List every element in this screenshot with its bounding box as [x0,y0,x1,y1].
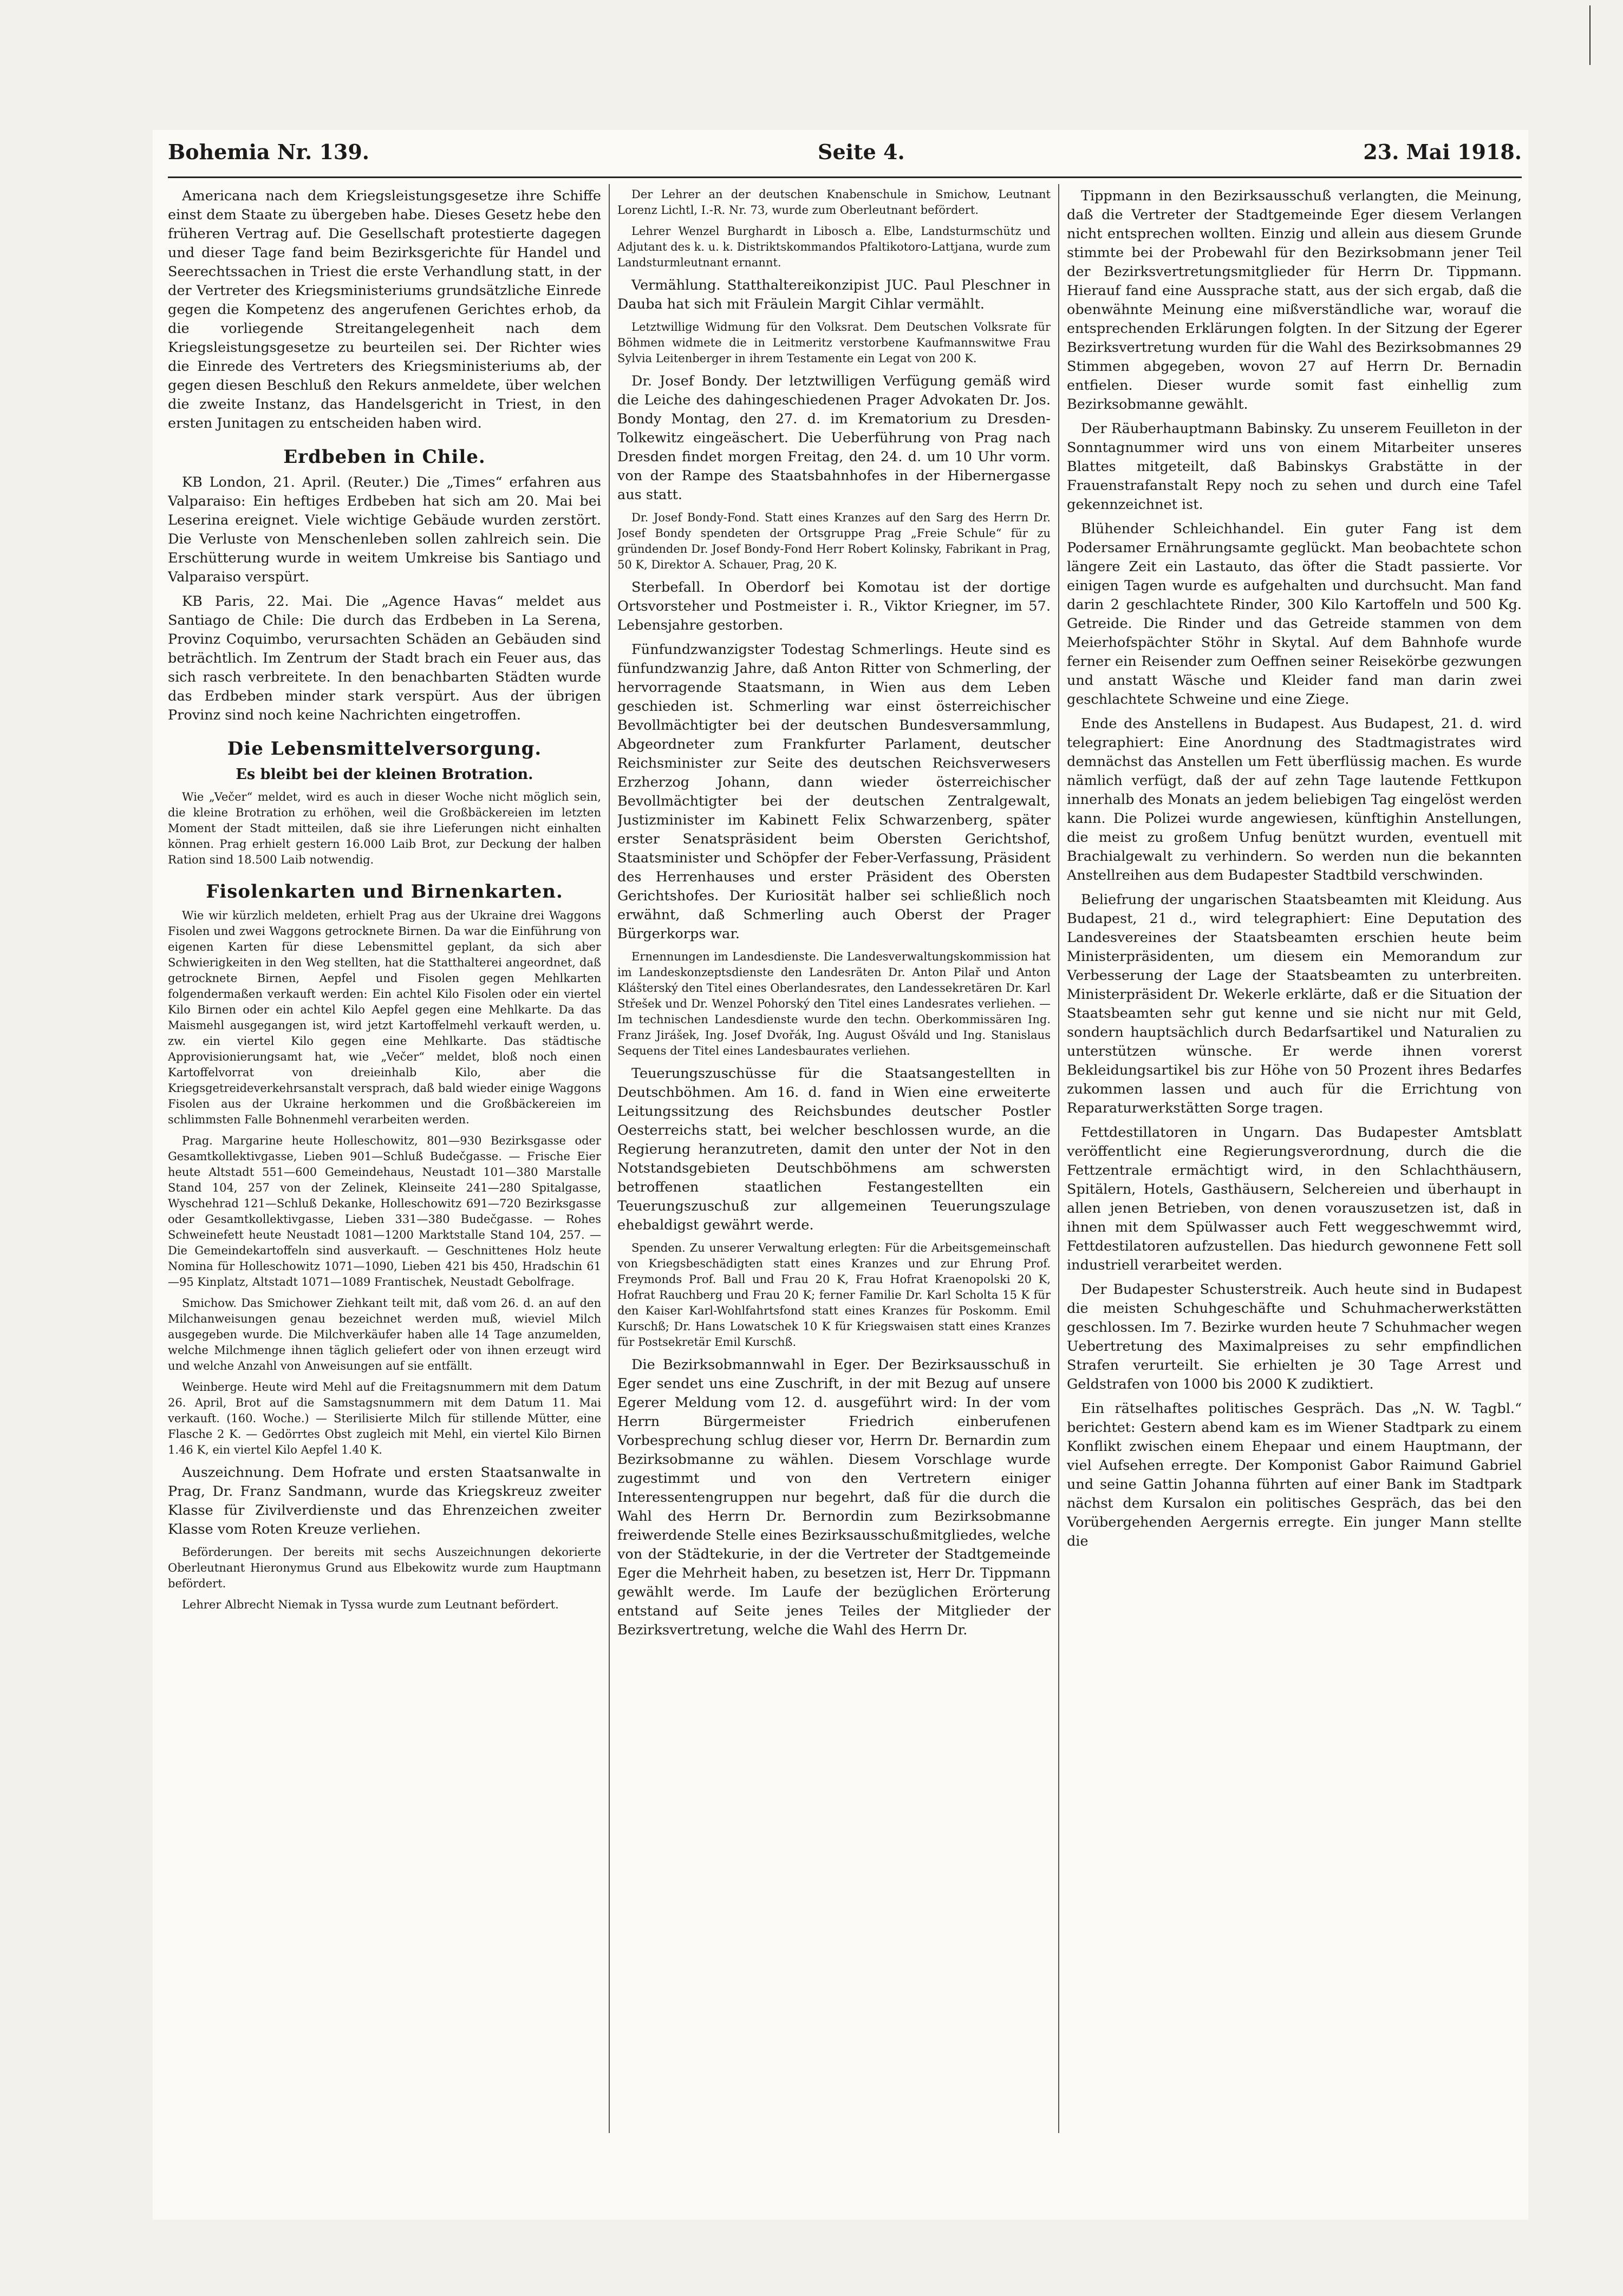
paragraph-spenden: Spenden. Zu unserer Verwaltung erlegten: Für die Arbeitsgemeinschaft von Kriegsbeschädigten statt eines Kranzes und zur Ehrung Prof. Freymonds Prof. Ball und Frau 20 K, Frau Hofrat Kraenopolski 20 K, Hofrat Rauchberg und Frau 20 K; ferner Familie Dr. Karl Scholta 15 K für den Kaiser Karl-Wohlfahrtsfond statt eines Kranzes für Poskomm. Emil Kurschß; Dr. Hans Lowatschek 10 K für Kriegswaisen statt eines Kranzes für Postsekretär Emil Kurschß. [617,1241,1051,1349]
column-divider-1 [609,184,610,2133]
paragraph-schleichhandel: Blühender Schleichhandel. Ein guter Fang ist dem Podersamer Ernährungsamte geglückt. Man beobachtete schon längere Zeit ein Lastauto, das öfter die Stadt passierte. Vor einigen Tagen wurde es aufgehalten und durchsucht. Man fand darin 2 geschlachtete Rinder, 300 Kilo Kartoffeln und 500 Kg. Getreide. Die Rinder und das Getreide stammen von dem Meierhofspächter Stöhr in Skytal. Auf dem Bahnhofe wurde ferner ein Reisender zum Oeffnen seiner Reisekörbe gezwungen und anstatt Wäsche und Kleider fand man darin zwei geschlachtete Schweine und eine Ziege. [1067,521,1522,708]
paragraph-staatsbeamte: Beliefrung der ungarischen Staatsbeamten mit Kleidung. Aus Budapest, 21 d., wird telegraphiert: Eine Deputation des Landesvereines der Staatsbeamten erschien heute beim Ministerpräsidenten, um diesem ein Memorandum zur Verbesserung der Lage der Staatsbeamten zu unterbreiten. Ministerpräsident Dr. Wekerle erklärte, daß er die Situation der Staatsbeamten sehr gut kenne und sie nicht nur mit Geld, sondern hauptsächlich durch Bedarfsartikel und Naturalien zu unterstützen wünsche. Er werde ihnen vorerst Bekleidungsartikel bis zur Höhe von 50 Prozent ihres Bedarfes zukommen lassen und auch für die Errichtung von Reparaturwerkstätten Sorge tragen. [1067,892,1522,1116]
paragraph-anstellen: Ende des Anstellens in Budapest. Aus Budapest, 21. d. wird telegraphiert: Eine Anordnung des Stadtmagistrates wird demnächst das Anstellen um Fett überflüssig machen. Es wurde nämlich verfügt, daß der auf zehn Tage lautende Fettkupon innerhalb des Monats an jedem beliebigen Tag eingelöst werden kann. Die Polizei wurde angewiesen, künftighin Anstellungen, die meist zu großem Unfug benützt wurden, eventuell mit Brachialgewalt zu verhindern. So werden nun die bekannten Anstellreihen aus dem Budapester Stadtbild verschwinden. [1067,716,1522,884]
subheadline-brotration: Es bleibt bei der kleinen Brotration. [236,766,533,783]
header-rule [168,176,1522,178]
paragraph-smichow: Smichow. Das Smichower Ziehkant teilt mit, daß vom 26. d. an auf den Milchanweisungen genau bezeichnet werden muß, wieviel Milch ausgegeben wurde. Die Milchverkäufer haben alle 14 Tage anzumelden, welche Milchmenge ihnen täglich geliefert oder von ihnen erzeugt wird und welche Anzahl von Anweisungen auf sie entfällt. [168,1297,601,1372]
paragraph-prag: Prag. Margarine heute Holleschowitz, 801—930 Bezirksgasse oder Gesamtkollektivgasse, Lieben 901—Schluß Budečgasse. — Frische Eier heute Altstadt 551—600 Gemeindehaus, Neustadt 101—380 Marstalle Stand 104, 257 von der Zelinek, Kleinseite 241—280 Spitalgasse, Wyschehrad 121—Schluß Dekanke, Holleschowitz 691—720 Bezirksgasse oder Gesamtkollektivgasse, Lieben 331—380 Budečgasse. — Rohes Schweinefett heute Neustadt 1081—1200 Marktstalle Stand 104, 257. — Die Gemeindekartoffeln sind ausverkauft. — Geschnittenes Holz heute Nomina für Holleschowitz 1071—1090, Lieben 421 bis 450, Hradschin 61—95 Kinplatz, Altstadt 1071—1089 Frantischek, Neustadt Gebolfrage. [168,1134,601,1288]
article-continuation: Americana nach dem Kriegsleistungsgesetze ihre Schiffe einst dem Staate zu übergeben habe. Dieses Gesetz hebe den früheren Vertrag auf. Die Gesellschaft protestierte dagegen und dieser Tage fand beim Bezirksgerichte für Handel und Seerechtssachen in Triest die erste Verhandlung statt, in der der Vertreter des Kriegsministeriums grundsätzliche Einrede gegen die Kompetenz des angerufenen Gerichtes erhob, da die vorliegende Streitangelegenheit nach dem Kriegsleistungsgesetze zu beurteilen sei. Der Richter wies die Einrede des Vertreters des Kriegsministeriums ab, der gegen diesen Beschluß den Rekurs anmeldete, über welchen die zweite Instanz, das Handelsgericht in Triest, in den ersten Junitagen zu entscheiden haben wird. [168,188,601,431]
paragraph-teuerung: Teuerungszuschüsse für die Staatsangestellten in Deutschböhmen. Am 16. d. fand in Wien eine erweiterte Leitungssitzung des Reichsbundes deutscher Postler Oesterreichs statt, bei welcher beschlossen wurde, an die Regierung heranzutreten, damit den unter der Not in den Notstandsgebieten Deutschböhmens am schwersten betroffenen staatlichen Festangestellten ein Teuerungszuschuß zur allgemeinen Teuerungszulage ehebaldigst gewährt werde. [617,1065,1051,1233]
headline-erdbeben: Erdbeben in Chile. [283,446,486,468]
edge-mark [1589,5,1591,65]
paragraph-london: KB London, 21. April. (Reuter.) Die „Times“ erfahren aus Valparaiso: Ein heftiges Erdbeben hat sich am 20. Mai bei Leserina ereignet. Viele wichtige Gebäude wurden zerstört. Die Verluste von Menschenleben sollen zahlreich sein. Die Erschütterung wurde in weitem Umkreise bis Santiago und Valparaiso verspürt. [168,474,601,585]
paragraph-bondy-fond: Dr. Josef Bondy-Fond. Statt eines Kranzes auf den Sarg des Herrn Dr. Josef Bondy spendeten der Ortsgruppe Prag „Freie Schule“ für zu gründenden Dr. Josef Bondy-Fond Herr Robert Kolinsky, Fabrikant in Prag, 50 K, Direktor A. Schauer, Prag, 20 K. [617,511,1051,571]
paragraph-ernennungen: Ernennungen im Landesdienste. Die Landesverwaltungskommission hat im Landeskonzeptsdienste den Landesräten Dr. Anton Pilař und Anton Klášterský den Titel eines Oberlandesrates, den Landessekretären Dr. Karl Střešek und Dr. Wenzel Pohorský den Titel eines Landesrates verliehen. — Im technischen Landesdienste wurde den techn. Oberkommissären Ing. Franz Jirášek, Ing. Josef Dvořák, Ing. August Ošváld und Ing. Stanislaus Sequens der Titel eines Landesbaurates verliehen. [617,950,1051,1057]
column-3 [1067,187,1522,2136]
masthead-issue: Bohemia Nr. 139. [168,140,370,164]
paragraph-auszeichnung: Auszeichnung. Dem Hofrate und ersten Staatsanwalte in Prag, Dr. Franz Sandmann, wurde das Kriegskreuz zweiter Klasse für Zivilverdienste und das Ehrenzeichen zweiter Klasse vom Roten Kreuze verliehen. [168,1464,601,1538]
page-number: Seite 4. [818,140,905,164]
paragraph-vermaehlung: Vermählung. Statthaltereikonzipist JUC. Paul Pleschner in Dauba hat sich mit Fräulein Margit Cihlar vermählt. [617,277,1051,312]
paragraph-sterbefall: Sterbefall. In Oberdorf bei Komotau ist der dortige Ortsvorsteher und Postmeister i. R., Viktor Kriegner, im 57. Lebensjahre gestorben. [617,579,1051,633]
paragraph-brotration: Wie „Večer“ meldet, wird es auch in dieser Woche nicht möglich sein, die kleine Brotration zu erhöhen, weil die Großbäckereien im letzten Moment der Stadt mitteilen, daß sie ihre Lieferungen nicht einhalten können. Prag erhielt gestern 16.000 Laib Brot, zur Deckung der halben Ration sind 18.500 Laib notwendig. [168,790,601,866]
column-2 [617,187,1051,2136]
paragraph-fettdestillatoren: Fettdestillatoren in Ungarn. Das Budapester Amtsblatt veröffentlicht eine Regierungsverordnung, durch die die Fettzentrale ermächtigt wird, in den Schlachthäusern, Spitälern, Hotels, Gasthäusern, Selchereien und überhaupt in allen jenen Betrieben, von denen vorauszusetzen ist, daß in ihnen mit dem Spülwasser auch Fett weggeschwemmt wird, Fettdestilatoren aufzustellen. Das hiedurch gewonnene Fett soll industriell verarbeitet werden. [1067,1124,1522,1273]
headline-lebensmittel: Die Lebensmittelversorgung. [227,738,542,760]
paragraph-lehrer: Lehrer Albrecht Niemak in Tyssa wurde zum Leutnant befördert. [182,1598,559,1611]
paragraph-schmerling: Fünfundzwanzigster Todestag Schmerlings. Heute sind es fünfundzwanzig Jahre, daß Anton Ritter von Schmerling, der hervorragende Staatsmann, in Wien aus dem Leben geschieden ist. Schmerling war einst österreichischer Bevollmächtigter bei der deutschen Bundesversammlung, Abgeordneter zum Frankfurter Parlament, deutscher Reichsminister zur Seite des deutschen Reichsverwesers Erzherzog Johann, dann wieder österreichischer Bevollmächtigter bei der deutschen Zentralgewalt, Justizminister im Kabinett Felix Schwarzenberg, später erster Senatspräsident beim Obersten Gerichtshof, Staatsminister und Schöpfer der Feber-Verfassung, Präsident des Herrenhauses und erster Präsident des Obersten Gerichtshofes. Der Kuriosität halber sei schließlich noch erwähnt, daß Schmerling auch Oberst der Prager Bürgerkorps war. [617,642,1051,942]
headline-fisolen: Fisolenkarten und Birnenkarten. [206,881,563,902]
paragraph-lehrer-3: Lehrer Wenzel Burghardt in Libosch a. Elbe, Landsturmschütz und Adjutant des k. u. k. Distriktskommandos Pfaltikotoro-Lattjana, wurde zum Landsturmleutnant ernannt. [617,225,1051,269]
issue-date: 23. Mai 1918. [1363,140,1522,164]
paragraph-eger: Die Bezirksobmannwahl in Eger. Der Bezirksausschuß in Eger sendet uns eine Zuschrift, in der mit Bezug auf unsere Egerer Meldung vom 12. d. ausgeführt wird: In der vom Herrn Bürgermeister Friedrich einberufenen Vorbesprechung schlug dieser vor, Herrn Dr. Bernardin zum Bezirksobmanne zu wählen. Diesem Vorschlage wurde zugestimmt und von den Vertretern einiger Interessentengruppen nur begehrt, daß für die durch die Wahl des Herrn Dr. Bernordin zum Bezirksobmanne freiwerdende Stelle eines Bezirksausschußmitgliedes, welche von der Städtekurie, in der die Vertreter der Stadtgemeinde Eger die Mehrheit haben, zu besetzen ist, Herr Dr. Tippmann gewählt werde. Im Laufe der bezüglichen Erörterung entstand auf Seite jenes Teiles der Mitglieder der Bezirksvertretung, welche die Wahl des Herrn Dr. [617,1357,1051,1638]
paragraph-schusterstreik: Der Budapester Schusterstreik. Auch heute sind in Budapest die meisten Schuhgeschäfte und Schuhmacherwerkstätten geschlossen. Im 7. Bezirke wurden heute 7 Schuhmacher wegen Uebertretung des Maximalpreises zu sehr empfindlichen Strafen verurteilt. Sie erhielten je 30 Tage Arrest und Geldstrafen von 1000 bis 2000 K zudiktiert. [1067,1281,1522,1392]
paragraph-fisolen: Wie wir kürzlich meldeten, erhielt Prag aus der Ukraine drei Waggons Fisolen und zwei Waggons getrocknete Birnen. Da war die Einführung von eigenen Karten für diese Lebensmittel geplant, da sich aber Schwierigkeiten in den Weg stellten, hat die Statthalterei angeordnet, daß getrocknete Birnen, Aepfel und Fisolen gegen Mehlkarten folgendermaßen verkauft werden: Ein achtel Kilo Fisolen oder ein viertel Kilo Birnen oder ein achtel Kilo Aepfel gegen eine Mehlkarte. Da das Maismehl ausgegangen ist, wird jetzt Kartoffelmehl verkauft werden, u. zw. ein viertel Kilo gegen eine Mehlkarte. Das städtische Approvisionierungsamt hat, wie „Večer“ meldet, bloß noch einen Kartoffelvorrat von dreieinhalb Kilo, aber die Kriegsgetreideverkehrsanstalt versprach, daß bald wieder einige Waggons Fisolen aus der Ukraine herkommen und die Großbäckereien im schlimmsten Falle Bohnenmehl verarbeiten werden. [168,909,601,1126]
paragraph-eger-continued: Tippmann in den Bezirksausschuß verlangten, die Meinung, daß die Vertreter der Stadtgemeinde Eger diesem Verlangen nicht entsprechen wollten. Einzig und allein aus diesem Grunde stimmte bei der Probewahl für den Bezirksobmann jener Teil der Bezirksvertretungsmitglieder für Herrn Dr. Tippmann. Hierauf fand eine Aussprache statt, aus der sich ergab, daß die obenwähnte Meinung eine mißverständliche war, worauf die entsprechenden Erklärungen folgten. In der Sitzung der Egerer Bezirksvertretung wurden für die Wahl des Bezirksobmannes 29 Stimmen abgegeben, wovon 27 auf Herrn Dr. Bernadin entfielen. Dieser wurde somit fast einhellig zum Bezirksobmanne gewählt. [1067,188,1522,413]
paragraph-raeuberhauptmann: Der Räuberhauptmann Babinsky. Zu unserem Feuilleton in der Sonntagnummer wird uns von einem Mitarbeiter unseres Blattes mitgeteilt, daß Babinskys Grabstätte in der Frauenstrafanstalt Repy noch zu sehen und durch eine Tafel gekennzeichnet ist. [1067,421,1522,513]
paragraph-gespraech: Ein rätselhaftes politisches Gespräch. Das „N. W. Tagbl.“ berichtet: Gestern abend kam es im Wiener Stadtpark zu einem Konflikt zwischen einem Ehepaar und einem Hauptmann, der viel Aufsehen erregte. Der Komponist Gabor Raimund Gabriel und seine Gattin Johanna führten auf einer Bank im Stadtpark nächst dem Kursalon ein politisches Gespräch, das bei den Vorübergehenden Aergernis erregte. Ein junger Mann stellte die [1067,1401,1522,1549]
paragraph-widmung: Letztwillige Widmung für den Volksrat. Dem Deutschen Volksrate für Böhmen widmete die in Leitmeritz verstorbene Kaufmannswitwe Frau Sylvia Leitenberger in ihrem Testamente ein Legat von 200 K. [617,320,1051,365]
paragraph-bondy: Dr. Josef Bondy. Der letztwilligen Verfügung gemäß wird die Leiche des dahingeschiedenen Prager Advokaten Dr. Jos. Bondy Montag, den 27. d. im Krematorium zu Dresden-Tolkewitz eingeäschert. Die Ueberführung von Prag nach Dresden findet morgen Freitag, den 24. d. um 10 Uhr vorm. von der Rampe des Staatsbahnhofes in der Hibernergasse aus statt. [617,373,1051,503]
paragraph-befoerderungen: Beförderungen. Der bereits mit sechs Auszeichnungen dekorierte Oberleutnant Hieronymus Grund aus Elbekowitz wurde zum Hauptmann befördert. [168,1546,601,1590]
paragraph-lehrer-2: Der Lehrer an der deutschen Knabenschule in Smichow, Leutnant Lorenz Lichtl, I.-R. Nr. 73, wurde zum Oberleutnant befördert. [617,188,1051,217]
paragraph-weinberge: Weinberge. Heute wird Mehl auf die Freitagsnummern mit dem Datum 26. April, Brot auf die Samstagsnummern mit dem Datum 11. Mai verkauft. (160. Woche.) — Sterilisierte Milch für stillende Mütter, eine Flasche 2 K. — Gedörrtes Obst zugleich mit Mehl, ein viertel Kilo Birnen 1.46 K, ein viertel Kilo Aepfel 1.40 K. [168,1381,601,1456]
column-divider-2 [1058,184,1059,2133]
column-1 [168,187,601,2136]
page-header [168,140,1522,172]
paragraph-paris: KB Paris, 22. Mai. Die „Agence Havas“ meldet aus Santiago de Chile: Die durch das Erdbeben in La Serena, Provinz Coquimbo, verursachten Schäden an Gebäuden sind beträchtlich. Im Zentrum der Stadt brach ein Feuer aus, das sich rasch verbreitete. In den benachbarten Städten wurde das Erdbeben minder stark verspürt. Aus der übrigen Provinz sind noch keine Nachrichten eingetroffen. [168,593,601,723]
